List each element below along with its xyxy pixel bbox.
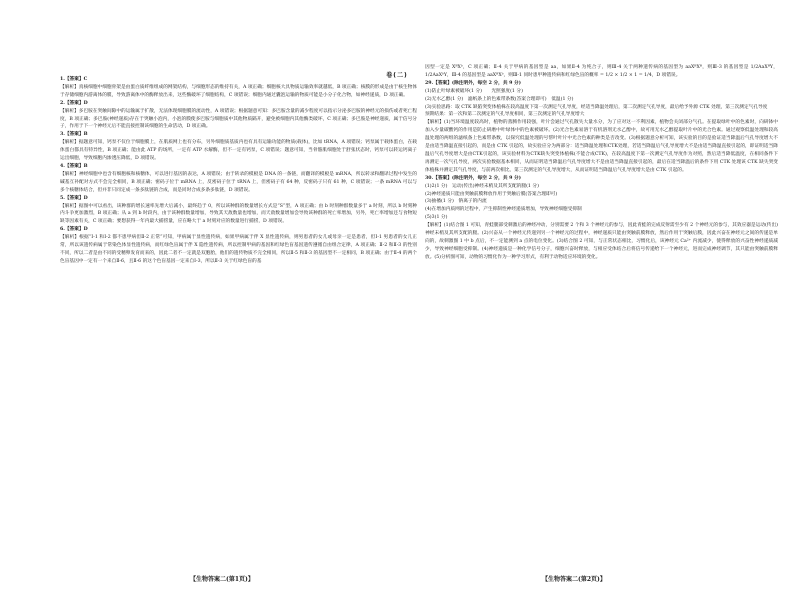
- answer-30-part5: (5)3(1 分): [425, 215, 448, 221]
- answer-3-heading: 3.【答案】B: [60, 132, 88, 138]
- answer-29-expected: 预期结果：第一次和第二次测定的气孔导度相同，第三次测定的气孔导度增大: [425, 112, 585, 118]
- footer-page-2: 【生物答案二(第2页)】: [542, 576, 606, 583]
- explanation-4: 【解析】神经细胞中也含有细胞核和核糖体，可以进行基因的表达，A 项错误；由于转录的模板是 DNA 的一条链，而翻译的模板是 mRNA，所以转录和翻译过程中发生的碱基互补配对方式不会完全相同，B 项正确；密码子位于 mRNA 上，反密码子位于 tRNA 上，但密码子有 64 种，反密码子只有 61 种，C 项错误；一条 mRNA 可以与多个核糖体结合，但并非只同定成一条多肽链的合成，而是同时合成多条多肽链，D 项错误。: [60, 171, 417, 193]
- page-title: 卷(二): [386, 72, 408, 79]
- answer-2-heading: 2.【答案】D: [60, 100, 88, 106]
- answer-29-part3: (3)实验思路：取 CTK 缺陷突变体植株在较高温度下第一次测定气孔导度，经适当降温处理后，第二次测定气孔导度，最后给予外源 CTK 处理，第三次测定气孔导度: [425, 104, 768, 110]
- answer-30-part4: (4)在增加内质网的过程中，产生抑制性神经递质增加，导致神经细胞受抑制: [425, 207, 582, 213]
- left-column: [60, 64, 417, 579]
- explanation-5: 【解析】据图中可以看出，该种群的增长速率先增大后减小，最终趋于 0，所以该种群的数量增长方式是“S”型，A 项正确；由 b 时刻种群数量多于 a 时刻，所以 b 时刻种内斗争更加激烈，B 项正确；从 a 到 b 时段内，由于该种群数量增加，导致其天敌数量也增加，而天敌数量增加会导致该种群的死亡率增加，另外，死亡率增加还与食物短缺等因素有关，C 项正确；要想获得一年内最大捕捞量，应在略大于 a 时刻对应的数量进行捕捞，D 项错误。: [60, 203, 417, 225]
- footer-page-1: 【生物答案二(第1页)】: [190, 576, 254, 583]
- answer-30-heading: 30.【答案】(除注明外，每空 2 分，共 9 分): [425, 175, 521, 181]
- answer-1-heading: 1.【答案】C: [60, 77, 88, 82]
- answer-4-heading: 4.【答案】B: [60, 163, 88, 169]
- answer-6-heading: 6.【答案】D: [60, 227, 88, 233]
- answer-29-part1: (1)防止叶绿素被破坏(1 分) 光照强度(1 分): [425, 88, 523, 94]
- explanation-3: 【解析】据题意可知，钙泵不仅位于细胞膜上，在肌质网上也有分布，另外细胞质基质内也有具有运输功能的物质(载体)，比如 tRNA，A 项错误；钙泵属于载体蛋白，在载体蛋白都具有特异性，B 项正确；能由此 ATP 的场所，一定有 ATP 水解酶，但不一定有钙泵，C 项错误；题意可知，当骨骼肌细胞处于舒张状态时，钙泵可以转运钙离子运出细胞，导致细胞内渗透压降低，D 项错误。: [60, 140, 417, 162]
- explanation-29: 【解析】(1)当环境温度较高时，植物的蒸腾作用较强，叶片会通过气孔散失大量水分，为了应对这一不利因素，植物会关闭部分气孔。在提取绿叶中的色素时，向研钵中加入少量碳酸钙的作用是防止研磨中叶绿体中的色素被破坏。(2)光合色素易溶于有机溶剂无水乙醇中，故可用无水乙醇提取叶片中的光合色素。通过观察低温处理和较高温处理的两组的滤纸条上色素带条数，以探究低温处理的号帮叶叶片中光合色素的种类是否改变。(3)根据题意分析可知，该实验的目的是验证适当降温后气孔导度增大不是由适当降温直接引起的，而是由 CTK 引起的，故实验应分为两部分：适当降温处理和CTK处理，若适当降温后气孔导度增大不是由适当降温直接引起的，即证明适当降温后气孔导度增大是由CTK引起的，该实验材料为CTK缺失突变体植株(不能合成CTK)，在较高温度下第一次测定气孔导度作为对照，然后适当降低温度，在相同条件下再测定一次气孔导度，两次实验数据基本相同，从而证明适当降温后气孔导度增大不是由适当降温直接引起的，最后在适当降温后的条件下用 CTK 处理该 CTK 缺失突变体植株并测定其气孔导度，与前两次相比，第三次测定的气孔导度增大，从而证明适当降温后气孔导度增大是由 CTK 引起的。: [425, 120, 778, 173]
- answer-29-heading: 29.【答案】(除注明外，每空 2 分，共 9 分): [425, 80, 521, 86]
- right-column: [425, 64, 778, 579]
- explanation-6: 【解析】根据“Ⅰ-1 和Ⅰ-2 都不患甲病但Ⅱ-2 正常”可知，甲病属于显性遗传病，如果甲病属于伴 X 显性遗传病，则男患者的女儿或母亲一定是患者，但Ⅰ-1 男患者的女儿正常，所以该遗传病属于常染色体显性遗传病，而红绿色盲属于伴 X 隐性遗传病，所以控制甲病的基因和红绿色盲基因遗传遵循自由组合定律，A 项正确；Ⅱ-2 和Ⅱ-3 的性别不同，所以二者是由不同的受精卵发育而来的，因此二者不一定就是双胞胎，他们的遗传物质不完全相同，所以Ⅱ-5 和Ⅱ-3 的基因型不一定相同，B 项正确；由于Ⅱ-4 的两个色盲基因中一定有一个来自Ⅱ-6，且Ⅱ-6 的这个色盲基因一定来自Ⅰ-3，所以Ⅱ-3 关于红绿色盲的基: [60, 235, 417, 264]
- answer-29-part2: (2)无水乙醇(1 分) 滤纸条上的色素带条数(答案合理即可) 低温(1 分): [425, 96, 574, 102]
- answer-30-part2: (2)神经递质只能由突触前膜释放作用于突触后膜(答案合理即可): [425, 191, 558, 197]
- answer-5-heading: 5.【答案】D: [60, 195, 88, 201]
- answer-30-part3: (3)抽搐(1 分) 钠离子的内流: [425, 199, 487, 205]
- explanation-6-continued: 因型一定是 XᴮXᵇ，C 项正确；Ⅱ-4 关于甲病的基因型是 aa，如果Ⅱ-4 为纯合子，则Ⅲ-4 关于两种遗传病的基因型为 aaXᴮXᴮ，则Ⅲ-3 的基因型是 1/2AaXᴮY，1/2AaXᵇY，Ⅲ-4 的基因型是 aaXᴮXᵇ，则Ⅲ-1 同时患甲种遗传病和红绿色盲的概率 = 1/2 × 1/2 × 1 = 1/4，D 项错误。: [425, 65, 778, 78]
- explanation-1: 【解析】真核细胞中细胞骨架是由蛋白质纤维组成的网架结构，与细胞形态的维持有关，A 项正确；细胞核大具物质运输效率就越低，B 项正确；核膜的形成是由于核生物体于存储细胞内游离体的膜，导致游离体中的酶释放出来，这些酶破坏了细胞结构，C 项错误；细胞内通过囊泡运输的物质可能是小分子化合物，如神经递质，D 项正确。: [60, 84, 417, 98]
- answer-30-part1: (1)2(1 分) 运动(传出)神经末梢及其所支配的腿(1 分): [425, 183, 539, 189]
- explanation-30: 【解析】(1)结合图 1 可知，青蛙腿部受刺激后的神经冲动，分别需要 2 个和 3 个神经元的参与，因此青蛙的完成反射需至少有 2 个神经元的参与，其效应器是运动(传出)神经末梢及其所支配的腿。(2)兴奋从一个神经元传递到另一个神经元的过程中，神经递质只能由突触前膜释放，然后作用于突触后膜，因此兴奋在神经元之间的传递是单向的，故刺激图 1 中 b 点后，不一定能测到 a 点的电位变化。(3)结合图 2 可知，与正常状态相比，习惯化后，该神经元 Ca²⁺ 内流减少，使得释放的兴奋性神经递质减少，导致神经细胞受抑制。(4)神经递质是一种化学信号分子，细胞兴奋时释放，与相应受体结合后将信号传递给下一个神经元，进而完成神经调节，其只能由突触前膜释放。(5)分析图可知，动物的习惯化作为一种学习形式，有利于动物适应环境的变化。: [425, 223, 778, 260]
- explanation-2: 【解析】多巴胺在突触间隙中的运输属于扩散，无法体现细胞膜的流动性，A 项错误；根据题意可知：多巴胺含量的减少程度可以指示分泌多巴胺的神经元的损伤或者死亡程度，B 项正确；多巴胺(神经递质)存在于突触小泡内，小泡的膜使多巴胺与细胞质中其他物质隔开，避免被细胞内其他酶类破坏，C 项正确；多巴胺是神经递质，属于信号分子，作用于下一个神经元后不能直接控制该细胞的生命活动，D 项正确。: [60, 108, 417, 130]
